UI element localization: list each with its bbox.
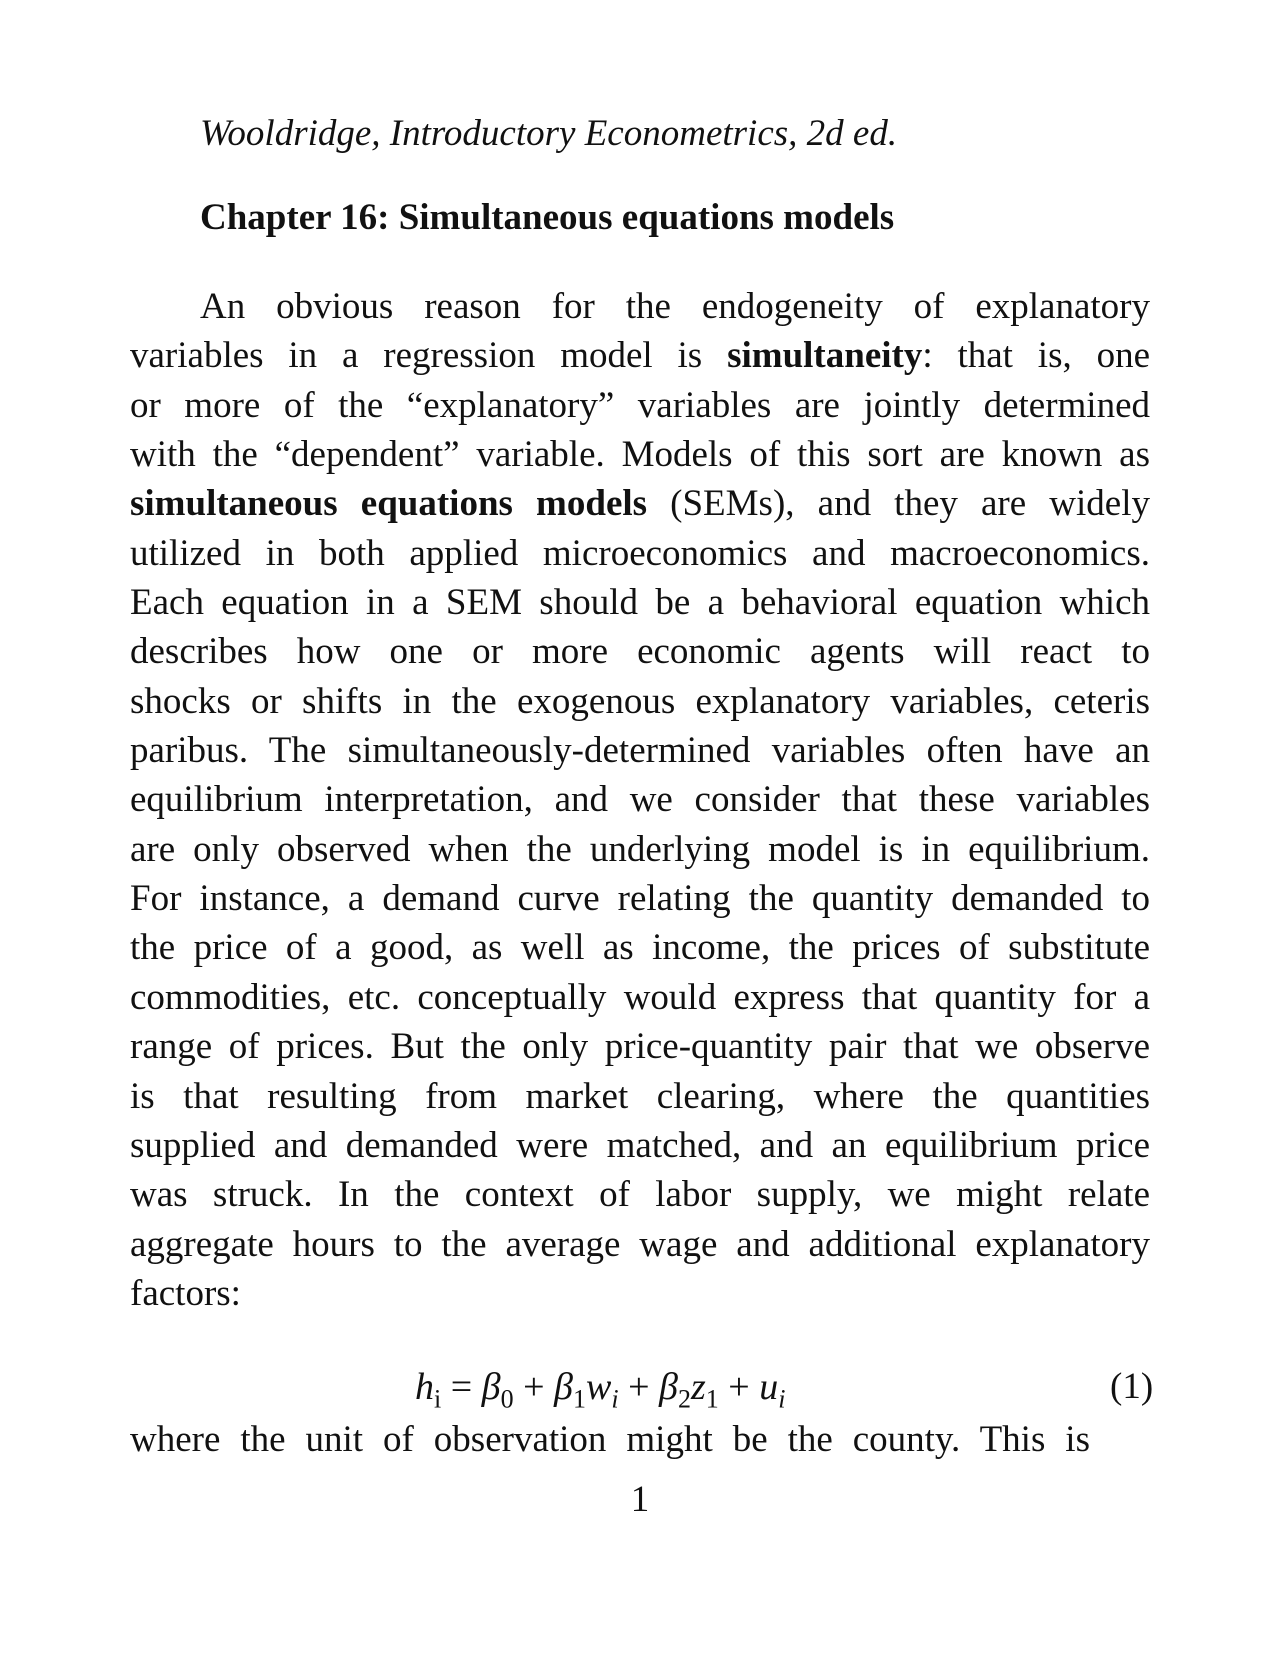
eq-sub: 1: [572, 1384, 586, 1414]
text-segment: factors:: [130, 1272, 241, 1314]
text-segment: variables in a regression model is: [130, 335, 728, 377]
text-line: [130, 529, 1150, 578]
bold-term: simultaneity: [727, 335, 923, 377]
text-segment: Each equation in a SEM should be a behavioral equation which: [130, 582, 1150, 624]
text-segment: paribus. The simultaneously-determined variables often have an: [130, 730, 1150, 772]
eq-beta: β: [481, 1366, 501, 1408]
text-line: [130, 578, 1150, 627]
book-title: Wooldridge, Introductory Econometrics, 2d ed.: [200, 113, 898, 154]
text-segment: supplied and demanded were matched, and an equilibrium price: [130, 1124, 1150, 1166]
text-line: [130, 726, 1150, 775]
eq-sub: i: [434, 1384, 442, 1414]
eq-z: z: [690, 1366, 706, 1408]
text-segment: An obvious reason for the endogeneity of explanatory: [200, 286, 1150, 327]
eq-op: +: [718, 1366, 760, 1408]
text-segment: utilized in both applied microeconomics and macroeconomics.: [130, 532, 1150, 574]
equation-number: (1): [1110, 1366, 1154, 1407]
text-line: [130, 825, 1150, 874]
text-segment: or more of the “explanatory” variables are jointly determined: [130, 384, 1150, 426]
page-number: 1: [630, 1479, 650, 1520]
eq-sub: i: [611, 1384, 619, 1414]
text-line: [130, 627, 1150, 676]
text-line: [130, 1269, 1150, 1318]
text-line: [130, 1022, 1150, 1071]
text-line: [130, 775, 1150, 824]
text-segment: commodities, etc. conceptually would express that quantity for a: [130, 976, 1150, 1018]
eq-h: h: [415, 1366, 434, 1408]
text-segment: equilibrium interpretation, and we consider that these variables: [130, 779, 1150, 821]
eq-sub: 1: [705, 1384, 719, 1414]
text-segment: For instance, a demand curve relating the quantity demanded to: [130, 878, 1150, 920]
text-line: [130, 874, 1150, 923]
text-segment: : that is, one: [922, 335, 1150, 377]
text-segment: range of prices. But the only price-quantity pair that we observe: [130, 1026, 1150, 1068]
text-line: [130, 1220, 1150, 1269]
eq-w: w: [585, 1366, 612, 1408]
eq-beta: β: [659, 1366, 678, 1408]
eq-u: u: [759, 1366, 779, 1408]
text-segment: are only observed when the underlying model is in equilibrium.: [130, 828, 1150, 870]
eq-sub: 0: [500, 1384, 514, 1414]
eq-op: =: [441, 1366, 482, 1408]
bold-term: simultaneous equations models: [130, 483, 648, 525]
text-after-equation: where the unit of observation might be the county. This is: [130, 1419, 1090, 1460]
text-segment: aggregate hours to the average wage and additional explanatory: [130, 1223, 1150, 1265]
text-line: [130, 973, 1150, 1022]
text-segment: the price of a good, as well as income, the prices of substitute: [130, 927, 1150, 969]
text-line: [130, 1170, 1150, 1219]
text-segment: is that resulting from market clearing, where the quantities: [130, 1075, 1150, 1117]
eq-beta: β: [554, 1366, 573, 1408]
text-segment: (SEMs), and they are widely: [647, 483, 1150, 525]
eq-op: +: [513, 1366, 555, 1408]
eq-sub: i: [778, 1384, 786, 1414]
equation: [415, 1365, 785, 1415]
body-paragraph: [130, 282, 1150, 1318]
text-line: [130, 1121, 1150, 1170]
text-segment: with the “dependent” variable. Models of this sort are known as: [130, 434, 1150, 476]
chapter-title: Chapter 16: Simultaneous equations models: [200, 197, 895, 238]
text-line: [130, 331, 1150, 380]
text-line: [130, 923, 1150, 972]
text-line: [130, 677, 1150, 726]
text-line: [130, 479, 1150, 528]
text-line: [130, 430, 1150, 479]
eq-sub: 2: [677, 1384, 691, 1414]
text-line: [130, 282, 1150, 331]
text-line: [130, 381, 1150, 430]
text-segment: shocks or shifts in the exogenous explanatory variables, ceteris: [130, 680, 1150, 722]
text-segment: describes how one or more economic agents will react to: [130, 631, 1150, 673]
text-segment: was struck. In the context of labor supply, we might relate: [130, 1174, 1150, 1216]
text-line: [130, 1072, 1150, 1121]
eq-op: +: [618, 1366, 660, 1408]
